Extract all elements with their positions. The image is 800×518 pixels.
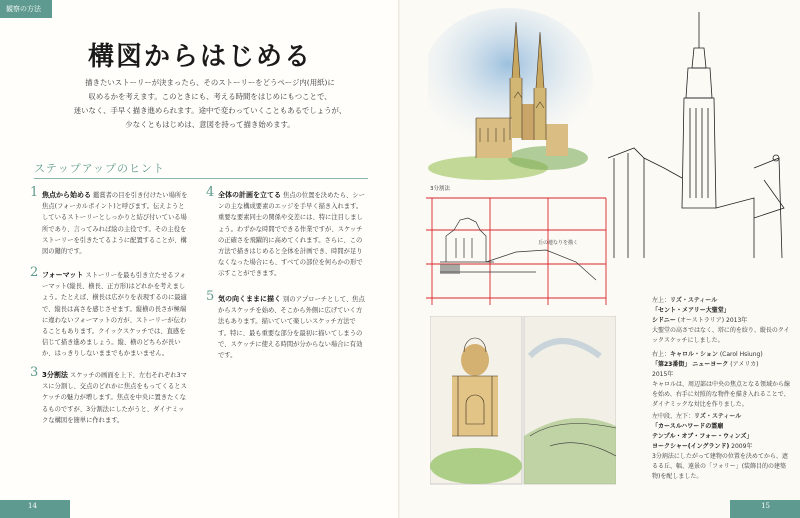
caption-artist: リズ・スティール	[694, 413, 742, 420]
hint-number: 5	[206, 289, 215, 304]
caption-work: 「カースルハワードの霊廟	[652, 423, 724, 430]
hint-number: 3	[30, 365, 39, 380]
caption-artist-en: (Carol Hsiung)	[719, 351, 763, 358]
caption-country: (オーストラリア)	[677, 317, 725, 324]
page-title: 構図からはじめる	[87, 42, 312, 72]
caption-desc: キャロルは、周辺部は中央の焦点となる領域から線を始め、右手に対照的な物件を描き入れることで、ダイナミックな対比を作りました。	[652, 381, 791, 408]
caption-place: ニューヨーク	[692, 361, 729, 368]
hint-number: 2	[30, 265, 39, 280]
diagram-note: 丘の連なりを描く	[538, 240, 579, 246]
hint-body: 焦点の位置を決めたら、シーンの主な構成要素のエッジを手早く描き入れます。重要な要素同士の関係や交差には、特に注目しましょう。わずかな時間でできる作業ですが、スケッチの正確さを飛躍的に高めてくれます。さらに、この方法で描きはじめると全体を計画でき、時間が足りなくなった場合にも、すべての部位を何らかの形で示すことができます。	[218, 192, 365, 278]
caption-3: 左中段、左下：リズ・スティール 「カースルハワードの霊廟 テンプル・オブ・フォー・ウィンズ」 ヨークシャー(イングランド) 2009年 3分割法にしたがって建物の位置を決めてから、遮るる丘、幅、遠景の「フォリー」(装飾目的の建築物)を配しました。	[652, 412, 792, 482]
caption-2: 右上：キャロル・ション (Carol Hsiung) 「第23番街」 ニューヨーク (アメリカ) 2015年 キャロルは、周辺部は中央の焦点となる領域から線を始め、右手に対照的な物件を描き入れることで、ダイナミックな対比を作りました。	[652, 351, 791, 408]
caption-work: 「セント・メアリー大聖堂」	[652, 307, 730, 314]
hint-5	[206, 289, 366, 361]
caption-artist: リズ・スティール	[670, 297, 718, 304]
caption-place: テンプル・オブ・フォー・ウィンズ」	[652, 433, 753, 440]
right-page	[400, 0, 800, 518]
page-number-left: 14	[28, 502, 37, 510]
caption-country: ヨークシャー(イングランド)	[652, 443, 730, 450]
hint-1	[30, 185, 190, 257]
hints-divider	[34, 178, 368, 179]
page-number-right: 15	[761, 502, 770, 510]
hint-head: フォーマット	[42, 271, 84, 279]
caption-year: 2009年	[731, 443, 753, 450]
caption-pos: 左中段、左下	[652, 413, 689, 420]
hint-head: 気の向くままに描く	[218, 295, 281, 303]
caption-desc: 3分割法にしたがって建物の位置を決めてから、遮るる丘、幅、遠景の「フォリー」(装飾目的の建築物)を配しました。	[652, 453, 788, 480]
intro-text	[60, 76, 360, 132]
intro-line: 収めるかを考えます。このときにも、考える時間をはじめにもつことで、	[88, 92, 332, 101]
caption-year: 2015年	[652, 371, 674, 378]
hint-head: 3分割法	[42, 371, 68, 379]
caption-pos: 右上	[652, 351, 665, 358]
hint-body: スケッチの画面を上下、左右それぞれ3マスに分割し、交点のどれかに焦点をもってくるとスケッチの魅力が増します。焦点を中央に置きたくなるものですが、3分割法にしたがうと、ダイナミックな構図を簡単に作れます。	[42, 372, 187, 424]
intro-line: 描きたいストーリーが決まったら、そのストーリーをどうページ内(用紙)に	[85, 78, 335, 87]
caption-country: (アメリカ)	[730, 361, 759, 368]
hint-4	[206, 185, 366, 280]
hint-body: ストーリーを最も引き立たせるフォーマット(縦長、横長、正方形)はどれかを考えましょう。たとえば、横長は広がりを表現するのに最適で、縦長は高さを感じさせます。縦横の長さが極端に違わないフォーマットの方が、ストーリーが伝わることもあります。クイックスケッチでは、直感を信じて描き進めましょう。縦、横のどちらが長いか、はっきりしないままでもかまいません。	[42, 272, 187, 358]
hint-number: 4	[206, 185, 215, 200]
mausoleum-sketch	[430, 316, 616, 486]
hint-number: 1	[30, 185, 39, 200]
hint-body: 鑑賞者の目を引き付けたい場所を焦点(フォーカルポイント)と呼びます。伝えようとしているストーリーとしっかりと結び付いている場所であり、言ってみれば絵の主役です。その主役をストーリーを引きたてるように配置することが、構図の鍵的です。	[42, 192, 188, 256]
caption-work: 「第23番街」	[652, 361, 691, 368]
diagram-label: 3分割法	[430, 186, 450, 192]
hint-body: 別のアプローチとして、焦点からスケッチを始め、そこから外側に広げていく方法もあります。描いていて楽しいスケッチ方法です。特に、最も重要な部分を最初に描いてしまうので、スケッチに使える時間が分からない場合に有効です。	[218, 296, 365, 360]
hint-head: 焦点から始める	[42, 191, 91, 199]
skyscraper-sketch	[604, 8, 794, 258]
caption-desc: 大聖堂の高さではなく、塔に的を絞り、縦長のクイックスケッチにしました。	[652, 327, 790, 344]
hint-2	[30, 265, 190, 360]
caption-pos: 左上	[652, 297, 665, 304]
rule-of-thirds-diagram	[426, 190, 616, 310]
hints-heading: ステップアップのヒント	[34, 162, 166, 175]
intro-line: 少なくともはじめは、意図を持って描き始めます。	[125, 120, 295, 129]
caption-place: シドニー	[652, 317, 676, 324]
intro-line: 迷いなく、手早く描き進められます。途中で変わっていくこともあるでしょうが、	[73, 106, 347, 115]
hint-head: 全体の計画を立てる	[218, 191, 281, 199]
section-tab: 観察の方法	[0, 0, 52, 18]
caption-artist: キャロル・ション	[670, 351, 718, 358]
caption-1: 左上：リズ・スティール 「セント・メアリー大聖堂」 シドニー (オーストラリア) 2013年 大聖堂の高さではなく、塔に的を絞り、縦長のクイックスケッチにしました。	[652, 296, 792, 346]
cathedral-sketch	[428, 8, 598, 184]
caption-year: 2013年	[726, 317, 748, 324]
hint-3	[30, 365, 190, 426]
